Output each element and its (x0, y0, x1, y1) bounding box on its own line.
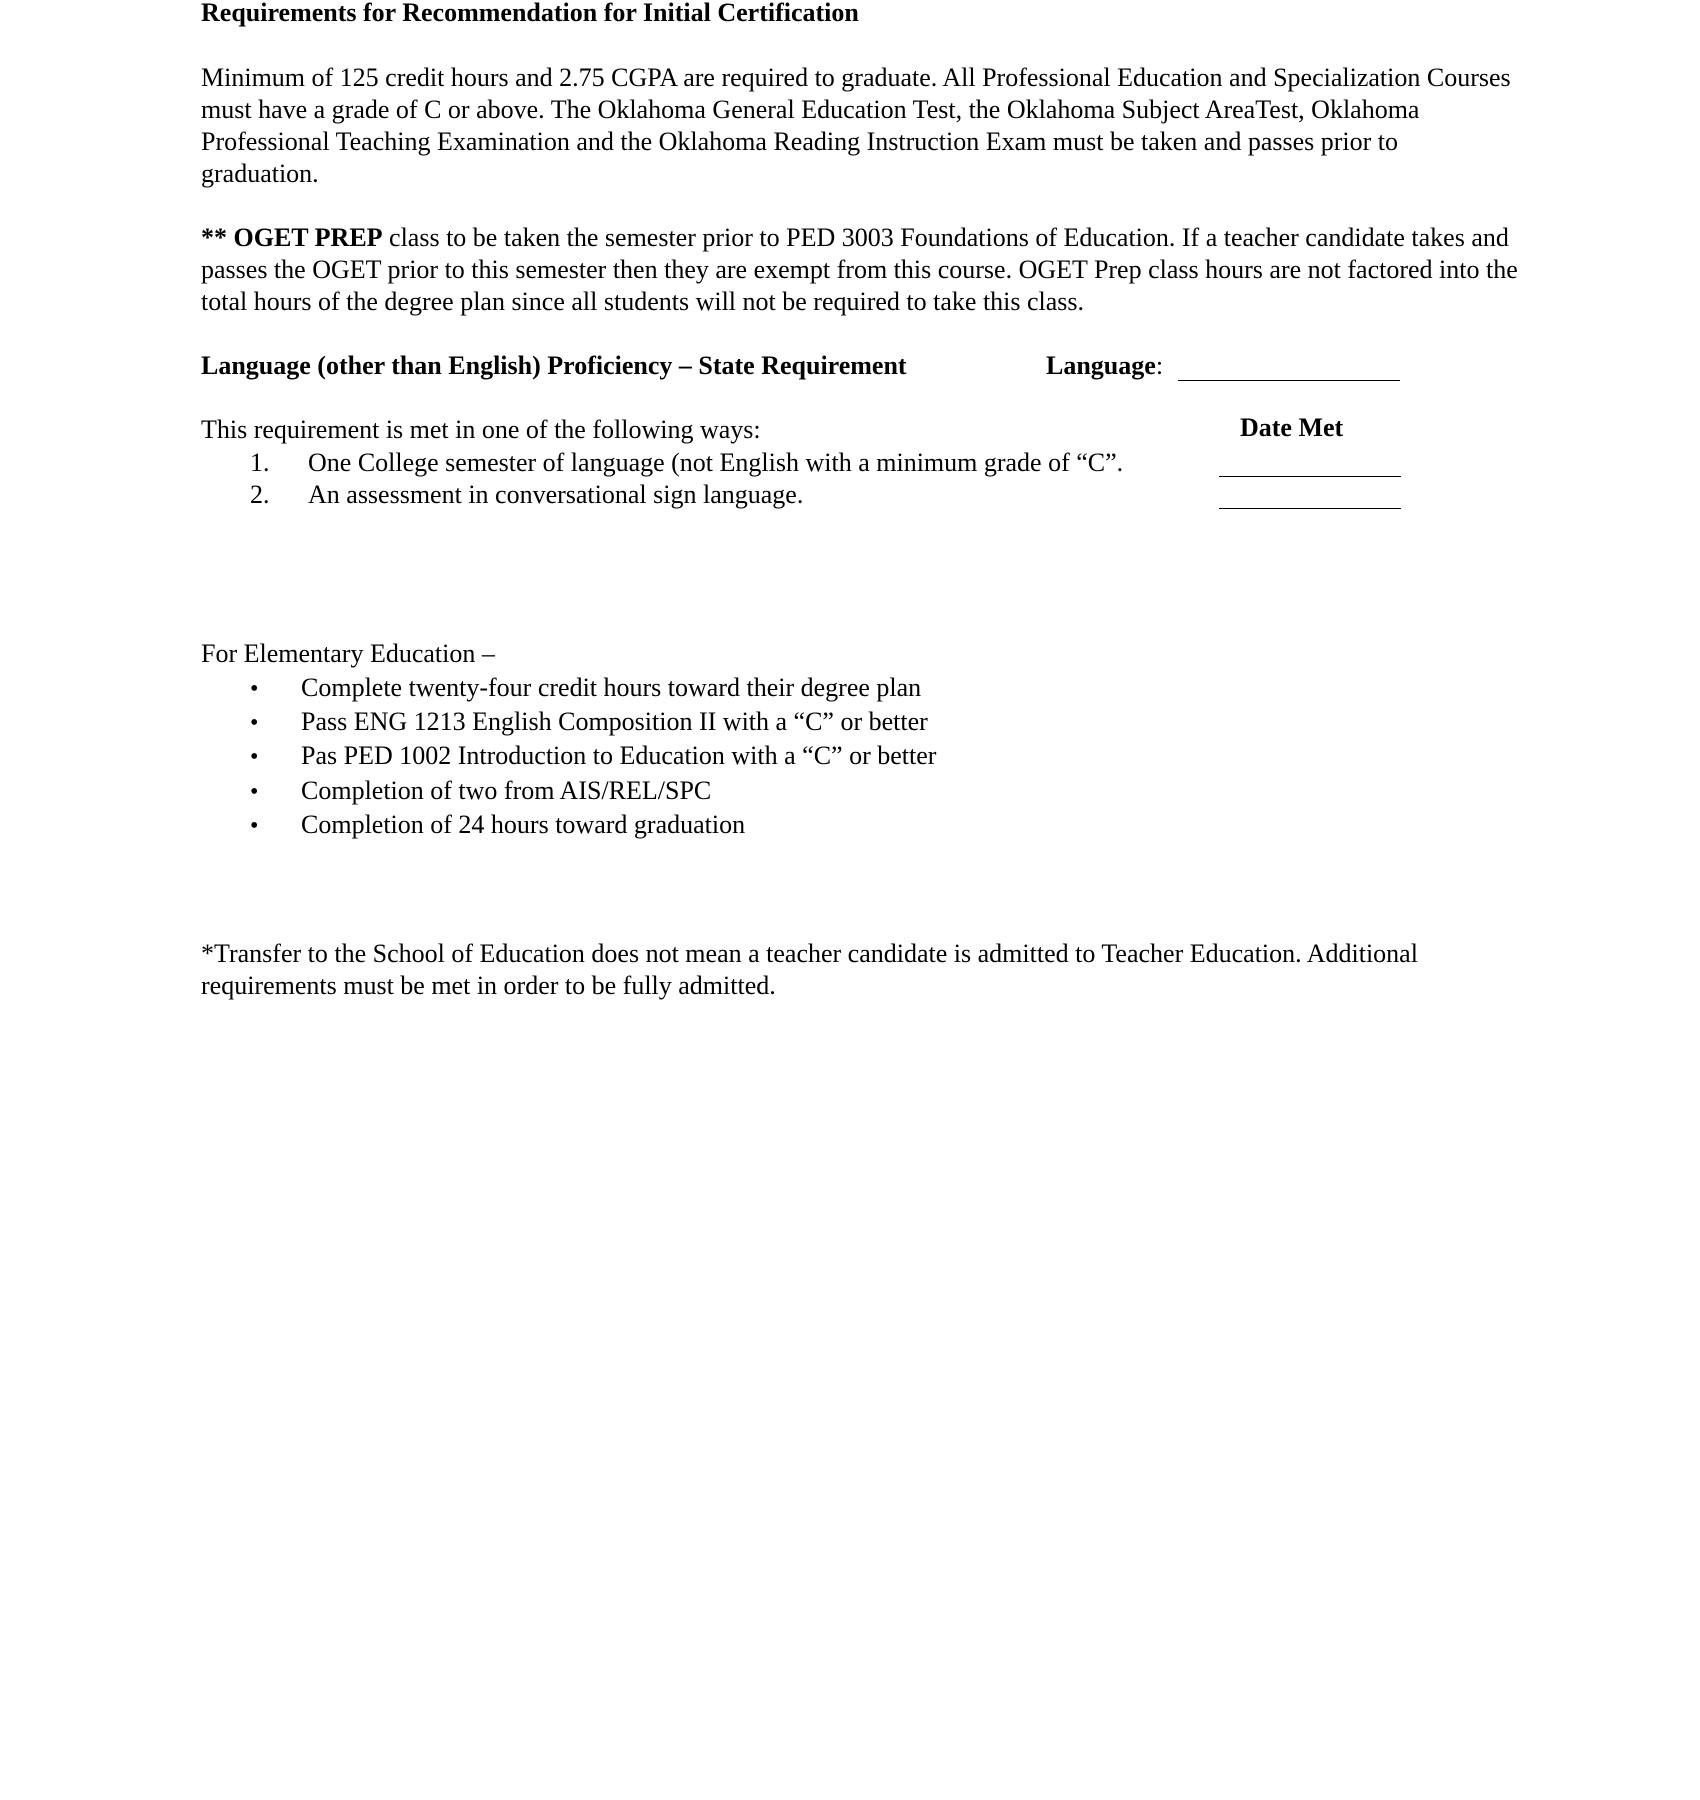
oget-prep-text: class to be taken the semester prior to PED 3003 Foundations of Education. If a teacher candidate takes and passes the OGET prior to this semester then they are exempt from this course. OGET Prep class hours are not factored into the total hours of the degree plan since all students will not be required to take this class. (201, 223, 1518, 316)
language-label: Language (1046, 351, 1156, 380)
elementary-education-label: For Elementary Education – (201, 639, 495, 668)
list-item-text: Complete twenty-four credit hours toward their degree plan (301, 673, 922, 702)
bullet-icon: • (250, 744, 259, 771)
bullet-icon: • (250, 710, 259, 737)
bullet-icon: • (250, 778, 259, 805)
list-item (250, 774, 936, 808)
option-number: 2. (250, 480, 270, 509)
list-item-text: Pas PED 1002 Introduction to Education with a “C” or better (301, 741, 937, 771)
language-option-2 (250, 479, 803, 511)
option-text: One College semester of language (not English with a minimum grade of “C”. (308, 448, 1124, 477)
list-item (250, 671, 936, 705)
list-item-text: Completion of two from AIS/REL/SPC (301, 775, 712, 805)
language-colon: : (1155, 351, 1164, 380)
language-field-label (1046, 350, 1163, 382)
option-number: 1. (250, 448, 270, 477)
oget-prep-paragraph (201, 222, 1521, 318)
language-input-blank[interactable] (1178, 356, 1400, 381)
bullet-icon: • (250, 676, 259, 702)
date-met-blank-1[interactable] (1219, 452, 1401, 477)
list-item (250, 808, 936, 842)
list-item-text: Completion of 24 hours toward graduation (301, 809, 746, 839)
bullet-icon: • (250, 812, 259, 839)
list-item (250, 739, 936, 773)
date-met-blank-2[interactable] (1219, 484, 1401, 509)
requirement-intro: This requirement is met in one of the following ways: (201, 415, 761, 444)
date-met-header: Date Met (1240, 413, 1344, 442)
option-text: An assessment in conversational sign language. (308, 480, 804, 509)
list-item-text: Pass ENG 1213 English Composition II with a “C” or better (301, 707, 928, 737)
language-option-1 (250, 447, 1123, 479)
language-section-heading: Language (other than English) Proficiency – State Requirement (201, 351, 907, 380)
list-item (250, 705, 936, 739)
oget-prep-label: ** OGET PREP (201, 223, 383, 252)
elementary-requirements-list (250, 671, 936, 842)
transfer-note: *Transfer to the School of Education does not mean a teacher candidate is admitted to Teacher Education. Additional requirements must be met in order to be fully admitted. (201, 939, 1418, 1000)
graduation-requirements-paragraph: Minimum of 125 credit hours and 2.75 CGPA are required to graduate. All Professional Education and Specialization Courses must have a grade of C or above. The Oklahoma General Education Test, the Oklahoma Subject AreaTest, Oklahoma Professional Teaching Examination and the Oklahoma Reading Instruction Exam must be taken and passes prior to graduation. (201, 63, 1511, 188)
document-heading: Requirements for Recommendation for Initial Certification (201, 0, 859, 27)
